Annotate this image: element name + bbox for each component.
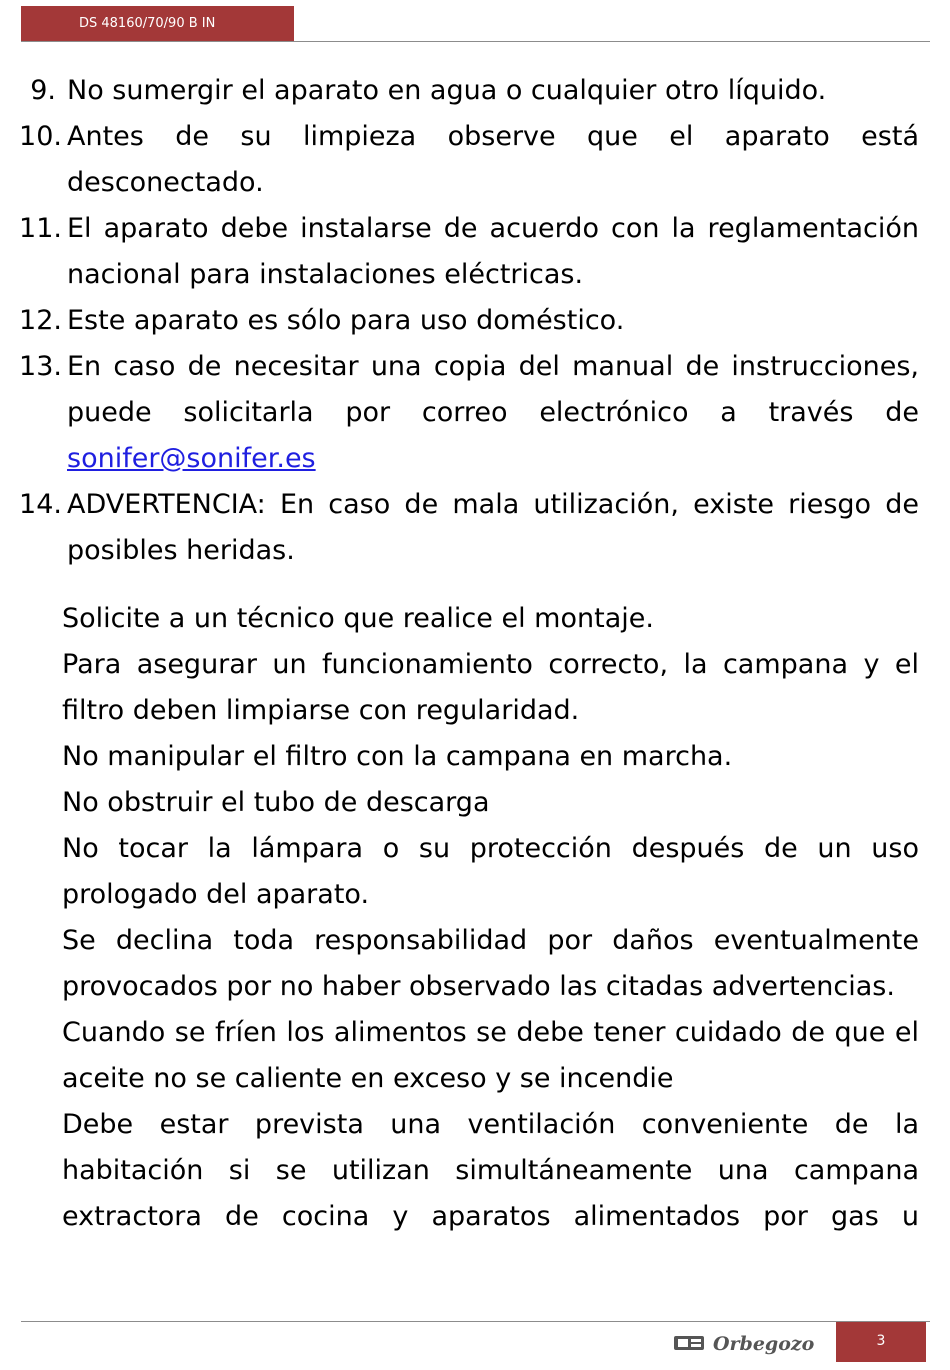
list-item [0, 344, 950, 482]
page-number-box [836, 1322, 926, 1362]
header-divider [21, 41, 930, 42]
list-item-number: 12. [19, 305, 62, 336]
list-item [0, 482, 950, 574]
paragraph: Cuando se fríen los alimentos se debe tener cuidado de que el aceite no se caliente en exceso y se incendie [62, 1017, 919, 1094]
safety-numbered-list [0, 68, 950, 574]
list-item [0, 298, 950, 344]
footer-divider [21, 1321, 930, 1322]
page-number: 3 [876, 1333, 886, 1349]
list-item-number: 9. [30, 75, 56, 106]
list-item-text: El aparato debe instalarse de acuerdo con la reglamentación nacional para instalaciones eléctricas. [67, 213, 919, 290]
paragraph: No obstruir el tubo de descarga [62, 787, 490, 818]
list-item-number: 13. [19, 351, 62, 382]
paragraph: No tocar la lámpara o su protección después de un uso prologado del aparato. [62, 833, 919, 910]
list-item [0, 206, 950, 298]
svg-text:Orbegozo: Orbegozo [713, 1333, 815, 1355]
paragraph: Debe estar prevista una ventilación conveniente de la habitación si se utilizan simultáneamente una campana extractora de cocina y aparatos alimentados por gas u [62, 1109, 919, 1232]
list-item-text: ADVERTENCIA: En caso de mala utilización, existe riesgo de posibles heridas. [67, 489, 919, 566]
list-item-number: 11. [19, 213, 62, 244]
email-link[interactable]: sonifer@sonifer.es [67, 443, 316, 474]
safety-paragraphs [0, 596, 950, 1240]
list-item [0, 68, 950, 114]
paragraph: No manipular el filtro con la campana en marcha. [62, 741, 733, 772]
paragraph: Se declina toda responsabilidad por daños eventualmente provocados por no haber observado las citadas advertencias. [62, 925, 919, 1002]
page-content [0, 68, 950, 1240]
paragraph: Para asegurar un funcionamiento correcto, la campana y el filtro deben limpiarse con regularidad. [62, 649, 919, 726]
list-item-number: 14. [19, 489, 62, 520]
paragraph: Solicite a un técnico que realice el montaje. [62, 603, 654, 634]
list-item-text: En caso de necesitar una copia del manual de instrucciones, puede solicitarla por correo electrónico a través de [67, 351, 919, 428]
header-model-text: DS 48160/70/90 B IN [79, 16, 216, 31]
list-item-number: 10. [19, 121, 62, 152]
list-item-text: Este aparato es sólo para uso doméstico. [67, 305, 625, 336]
list-item [0, 114, 950, 206]
orbegozo-logo-icon [673, 1330, 825, 1356]
list-item-text: Antes de su limpieza observe que el aparato está desconectado. [67, 121, 919, 198]
header-model-tab [21, 6, 294, 41]
orbegozo-logo [673, 1330, 825, 1356]
list-item-text: No sumergir el aparato en agua o cualquier otro líquido. [67, 75, 827, 106]
